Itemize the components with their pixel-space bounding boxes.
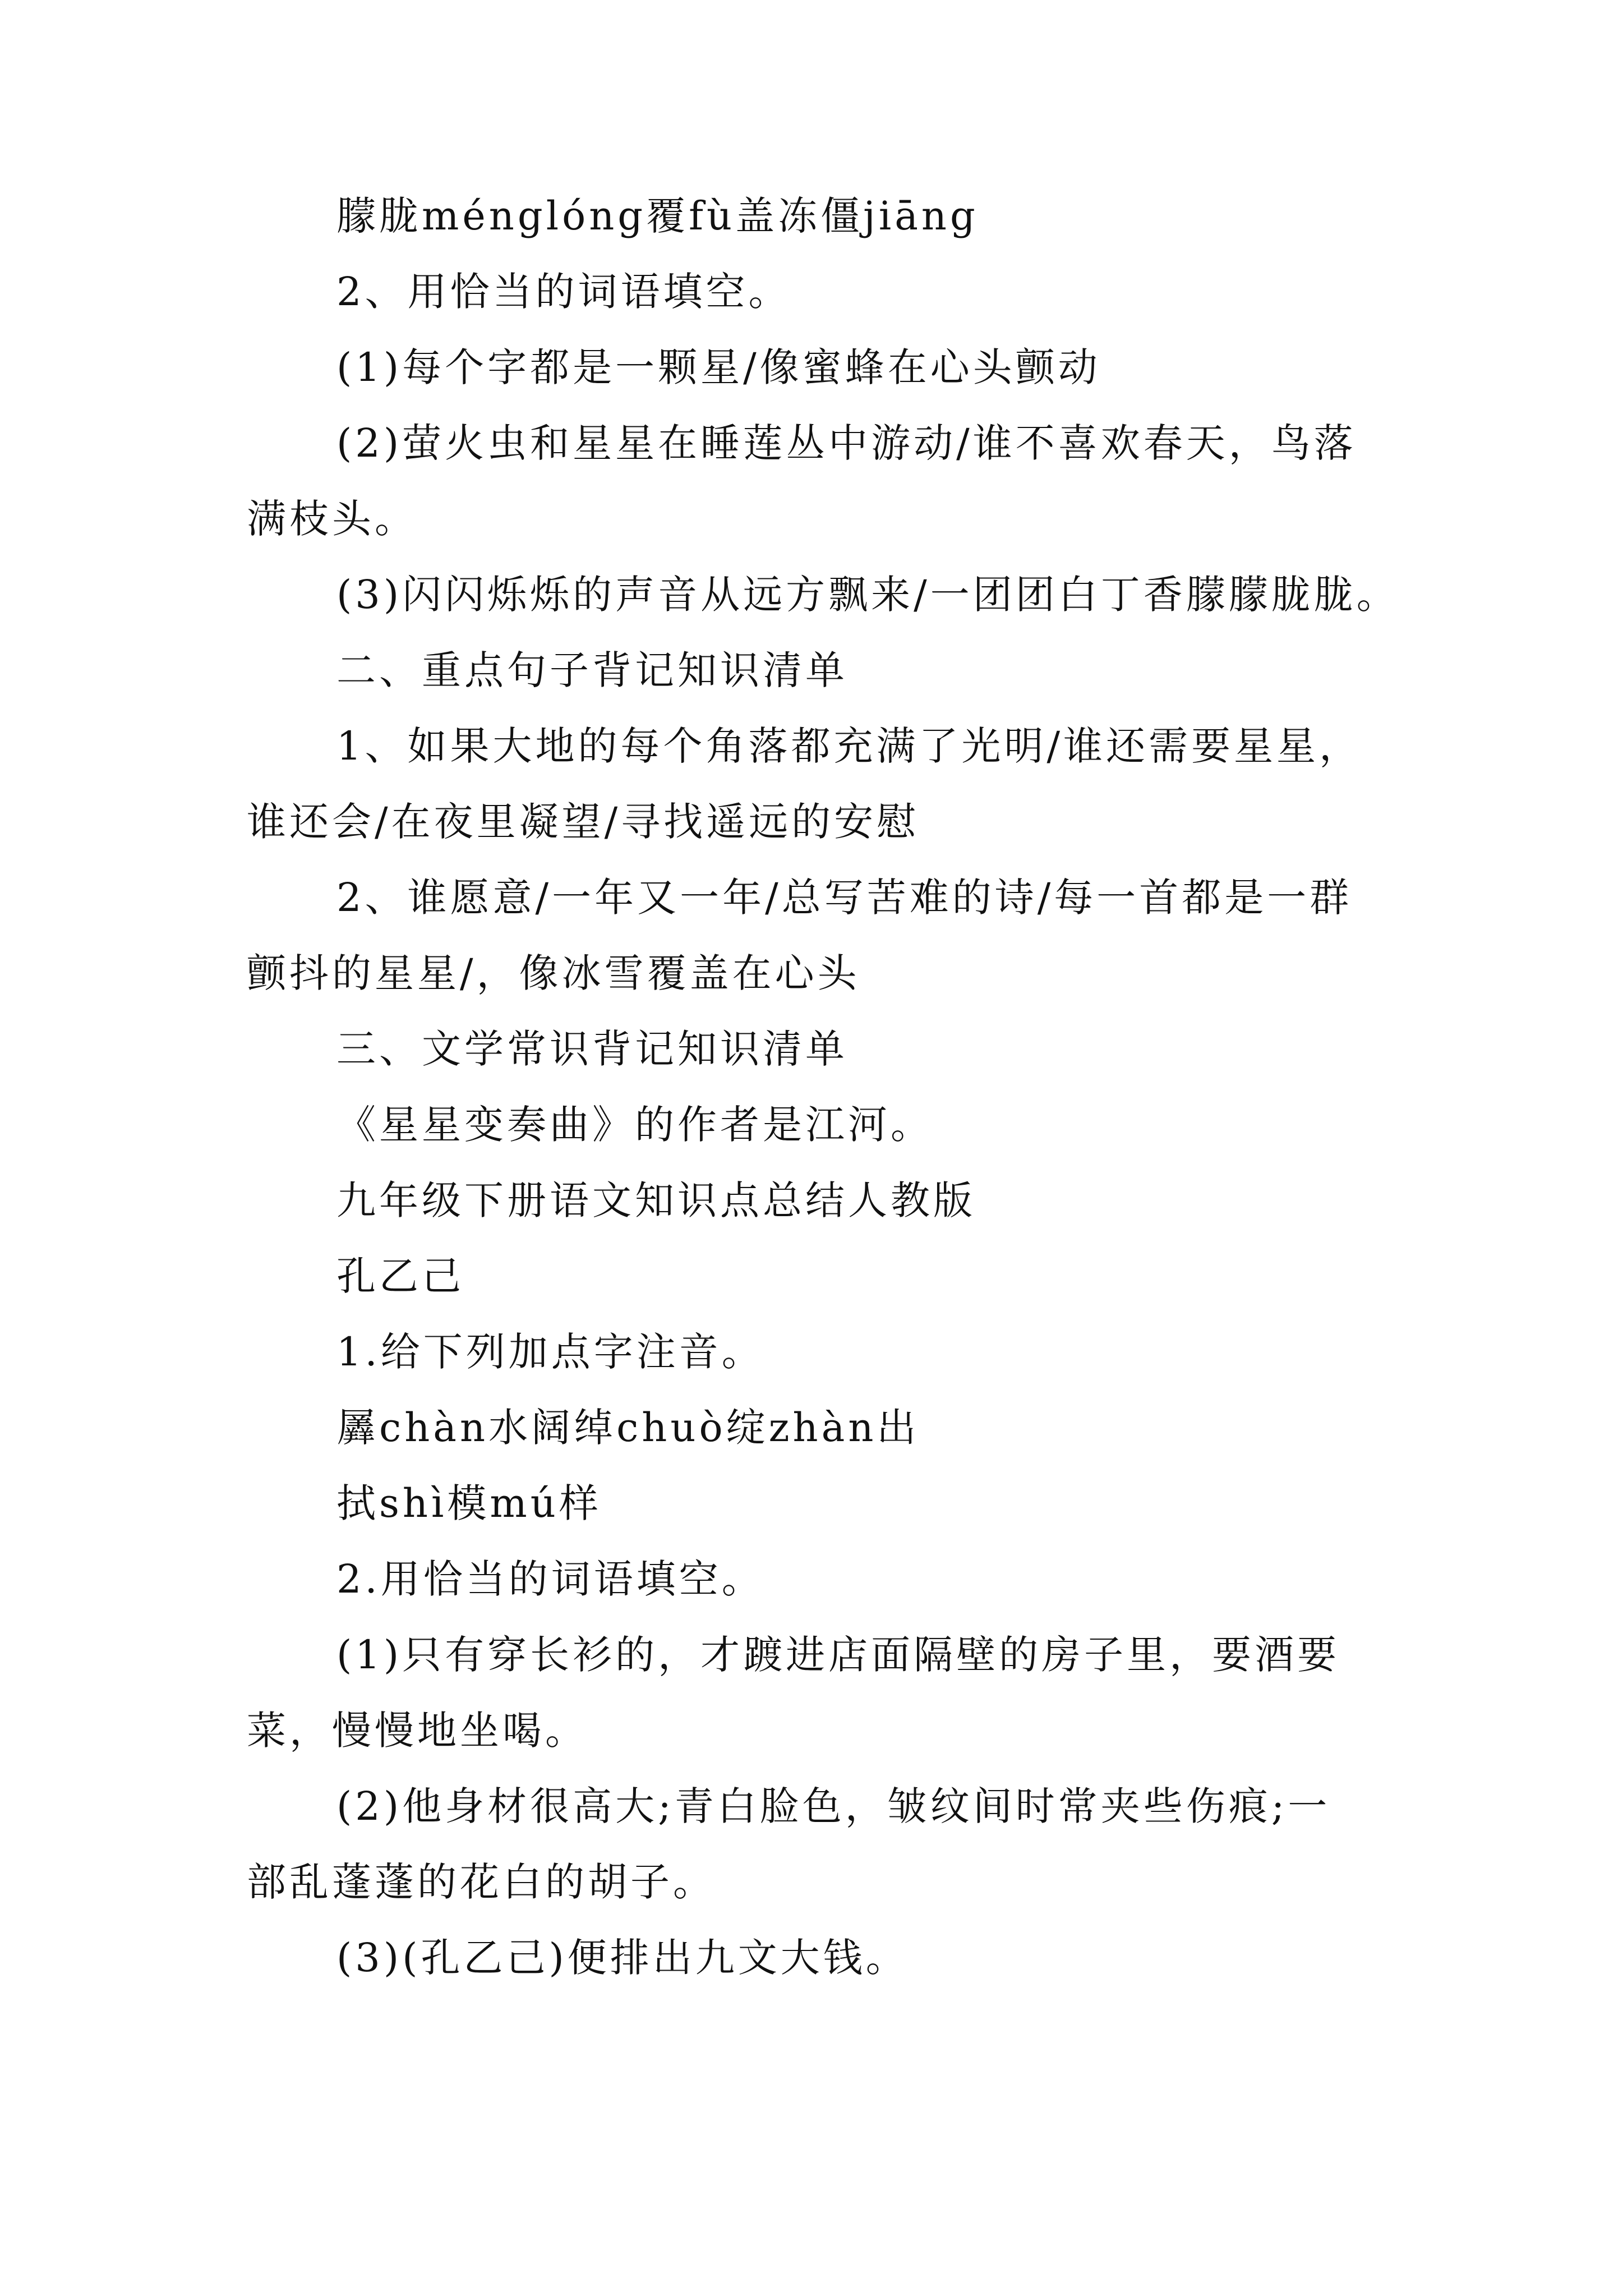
fill-item-2: (2)萤火虫和星星在睡莲丛中游动/谁不喜欢春天，鸟落 — [336, 420, 1357, 466]
exercise-heading-pronunciation: 1.给下列加点字注音。 — [336, 1329, 764, 1375]
fill-item-b2-cont: 部乱蓬蓬的花白的胡子。 — [247, 1859, 716, 1905]
fill-item-2-cont: 满枝头。 — [247, 496, 417, 542]
section-heading-literature: 三、文学常识背记知识清单 — [336, 1026, 848, 1072]
fill-item-3: (3)闪闪烁烁的声音从远方飘来/一团团白丁香朦朦胧胧。 — [336, 572, 1399, 618]
key-sentence-2: 2、谁愿意/一年又一年/总写苦难的诗/每一首都是一群 — [336, 875, 1353, 921]
exercise-heading-fill-words: 2、用恰当的词语填空。 — [336, 269, 791, 315]
literature-fact: 《星星变奏曲》的作者是江河。 — [336, 1102, 933, 1148]
pinyin-line-1: 朦胧ménglóng覆fù盖冻僵jiāng — [336, 193, 979, 239]
key-sentence-1-cont: 谁还会/在夜里凝望/寻找遥远的安慰 — [247, 799, 920, 845]
pinyin-line-3: 拭shì模mú样 — [336, 1480, 602, 1526]
key-sentence-1: 1、如果大地的每个角落都充满了光明/谁还需要星星， — [336, 723, 1362, 769]
fill-item-b1: (1)只有穿长衫的，才踱进店面隔壁的房子里，要酒要 — [336, 1632, 1340, 1678]
exercise-heading-fill-words-2: 2.用恰当的词语填空。 — [336, 1556, 764, 1602]
pinyin-line-2: 羼chàn水阔绰chuò绽zhàn出 — [336, 1405, 920, 1451]
key-sentence-2-cont: 颤抖的星星/，像冰雪覆盖在心头 — [247, 950, 860, 996]
document-title: 九年级下册语文知识点总结人教版 — [336, 1177, 976, 1223]
fill-item-1: (1)每个字都是一颗星/像蜜蜂在心头颤动 — [336, 344, 1101, 390]
fill-item-b1-cont: 菜，慢慢地坐喝。 — [247, 1708, 588, 1754]
fill-item-b2: (2)他身材很高大;青白脸色，皱纹间时常夹些伤痕;一 — [336, 1783, 1331, 1829]
lesson-title: 孔乙己 — [336, 1253, 464, 1299]
section-heading-key-sentences: 二、重点句子背记知识清单 — [336, 647, 848, 693]
fill-item-b3: (3)(孔乙己)便排出九文大钱。 — [336, 1935, 909, 1981]
